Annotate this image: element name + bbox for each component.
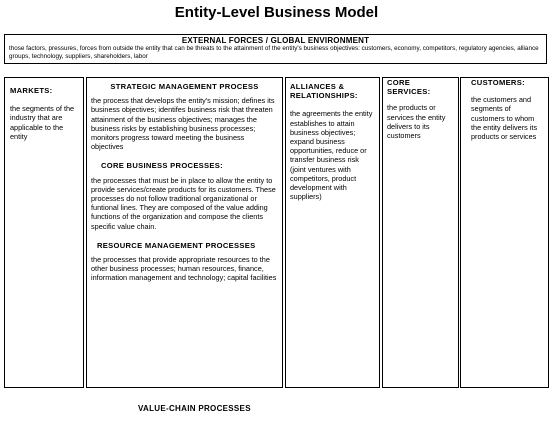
markets-text: the segments of the industry that are applicable to the entity [10, 104, 75, 141]
core-services-text: the products or services the entity delivers to its customers [387, 103, 446, 141]
strategic-text: the process that develops the entity's mission; defines its business objectives; identifes business risk that threaten attainment of the business objectives; manages the business risks by establishing business processes; monitors progress toward meeting the business objectives [91, 96, 275, 152]
core-services-box [382, 77, 459, 388]
alliances-text: the agreements the entity establishes to attain business objectives; expand business opportunities, reduce or transfer business risk (joint ventures with competitors, product development with suppliers) [290, 109, 373, 202]
page-title: Entity-Level Business Model [174, 4, 379, 21]
core-section [91, 161, 278, 230]
customers-text: the customers and segments of customers to whom the entity delivers its products or services [471, 95, 538, 142]
customers-heading: CUSTOMERS: [471, 78, 525, 87]
markets-box [4, 77, 84, 388]
resource-text: the processes that provide appropriate resources to the other business processes; human resources, finance, information management and technology; capital facilities [91, 255, 277, 283]
alliances-box [285, 77, 380, 388]
core-services-heading: CORE SERVICES: [387, 78, 431, 97]
value-chain-label: VALUE-CHAIN PROCESSES [138, 404, 251, 413]
external-forces-box [4, 34, 547, 64]
alliances-heading: ALLIANCES & RELATIONSHIPS: [290, 82, 358, 101]
core-heading: CORE BUSINESS PROCESSES: [101, 161, 223, 171]
markets-heading: MARKETS: [10, 86, 53, 95]
resource-section [91, 241, 278, 283]
customers-box [460, 77, 549, 388]
external-forces-text: those factors, pressures, forces from outside the entity that can be threats to the attainment of the entity's business objectives: customers, economy, competitors, regulatory agencies, alliance groups, technology, suppliers, shareholders, labor [9, 45, 539, 60]
core-text: the processes that must be in place to allow the entity to provide services/create products for its customers. These processes do not follow traditional organizational or funtional lines. They are composed of the value adding functions of the organization and compose the clients specific value chain. [91, 175, 276, 231]
strategic-section [91, 82, 278, 151]
strategic-heading: STRATEGIC MANAGEMENT PROCESS [110, 82, 259, 91]
resource-heading: RESOURCE MANAGEMENT PROCESSES [97, 240, 256, 250]
processes-box [86, 77, 283, 388]
external-forces-heading: EXTERNAL FORCES / GLOBAL ENVIRONMENT [181, 36, 370, 45]
